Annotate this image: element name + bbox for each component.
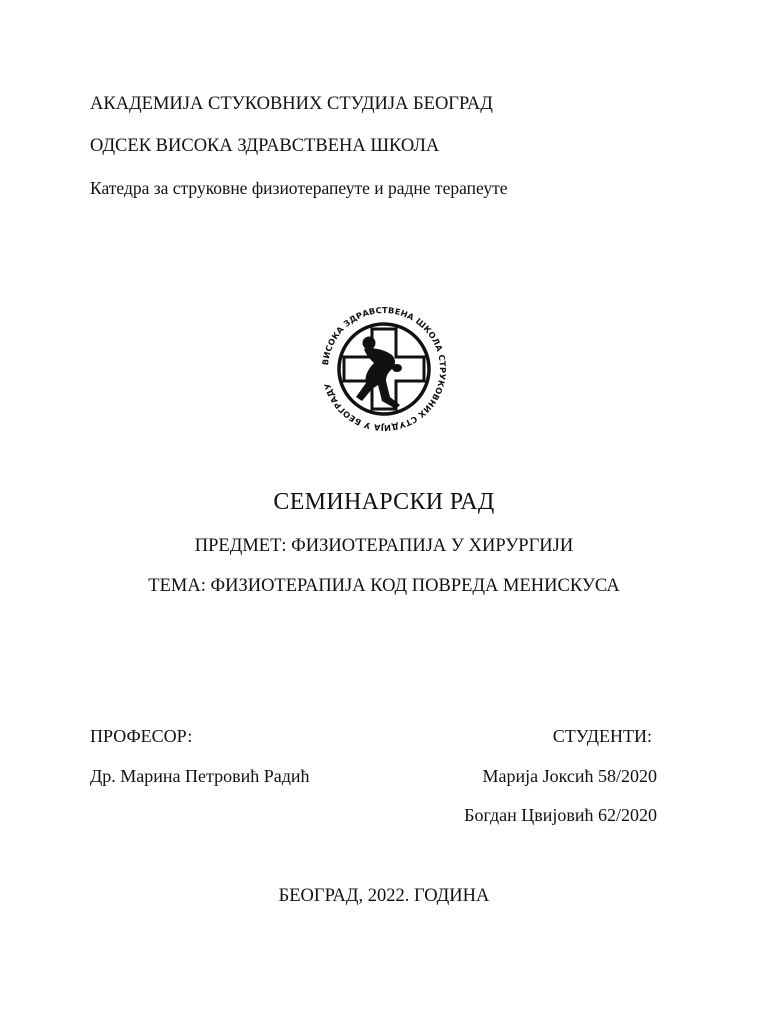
chair-name: Катедра за струковне физиотерапеуте и радне терапеуте xyxy=(90,178,508,198)
professor-name: Др. Марина Петровић Радић xyxy=(90,766,310,786)
professor-label: ПРОФЕСОР: xyxy=(90,726,193,746)
school-logo xyxy=(320,305,448,433)
topic-line: ТЕМА: ФИЗИОТЕРАПИЈА КОД ПОВРЕДА МЕНИСКУСА xyxy=(148,576,620,596)
student-name: Марија Јоксић 58/2020 xyxy=(482,766,657,786)
subject-line: ПРЕДМЕТ: ФИЗИОТЕРАПИЈА У ХИРУРГИЈИ xyxy=(194,536,574,556)
department-name: ОДСЕК ВИСОКА ЗДРАВСТВЕНА ШКОЛА xyxy=(90,136,440,156)
institution-name: АКАДЕМИЈА СТУКОВНИХ СТУДИЈА БЕОГРАД xyxy=(90,94,493,114)
place-and-year: БЕОГРАД, 2022. ГОДИНА xyxy=(278,886,490,906)
discus-thrower-cross-seal-icon xyxy=(320,305,448,433)
document-title: СЕМИНАРСКИ РАД xyxy=(273,489,495,515)
students-label: СТУДЕНТИ: xyxy=(552,726,652,746)
student-name: Богдан Цвијовић 62/2020 xyxy=(464,805,657,825)
logo-ring-text: ВИСОКА ЗДРАВСТВЕНА ШКОЛА СТРУКОВНИХ СТУДИЈА У БЕОГРАДУ xyxy=(320,305,448,433)
